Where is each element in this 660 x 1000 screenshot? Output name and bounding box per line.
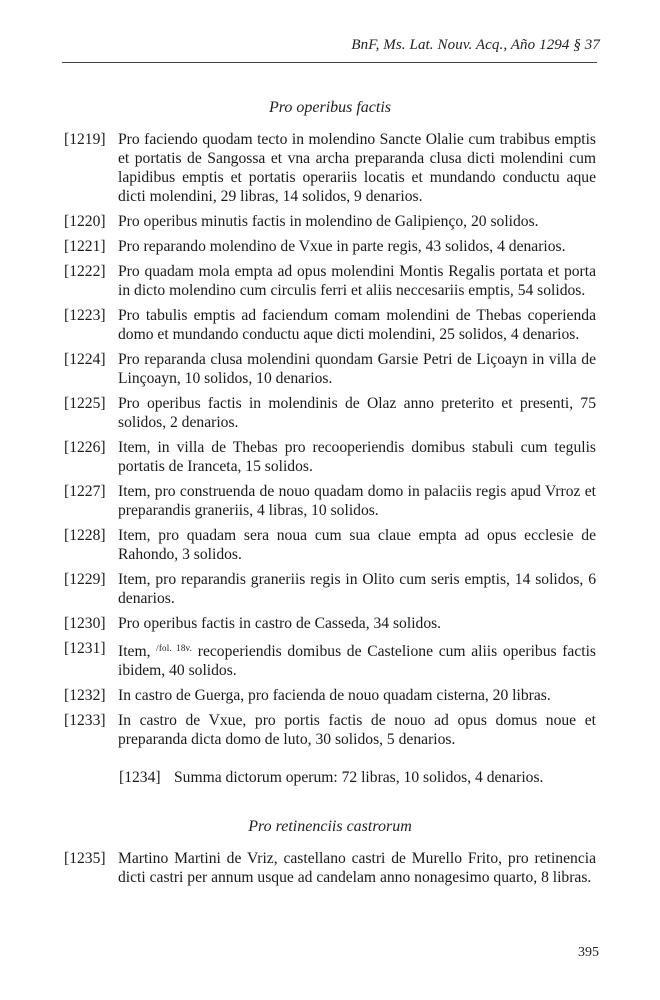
entry-1227 <box>64 482 596 520</box>
entry-1233 <box>64 711 596 749</box>
entry-text: Pro reparanda clusa molendini quondam Garsie Petri de Liçoayn in villa de Linçoayn, 10 solidos, 10 denarios. <box>118 351 596 387</box>
entry-text: Pro operibus factis in castro de Casseda, 34 solidos. <box>118 615 442 632</box>
folio-marker: /fol. 18v. <box>156 643 193 653</box>
entry-text: Martino Martini de Vriz, castellano castri de Murello Frito, pro retinencia dicti castri per annum usque ad candelam anno nonagesimo quarto, 8 libras. <box>118 850 596 886</box>
entry-1220 <box>64 212 596 231</box>
entry-number: [1230] <box>64 615 106 632</box>
entry-number: [1233] <box>64 712 106 729</box>
entry-1229 <box>64 570 596 608</box>
entry-text: Pro faciendo quodam tecto in molendino Sancte Olalie cum trabibus emptis et portatis de Sangossa et vna archa preparanda clusa dicti molendini cum lapidibus emptis et portatis operariis locatis et mundando conductu aque dicti molendini, 29 libras, 14 solidos, 9 denarios. <box>118 131 596 205</box>
entry-text: Pro tabulis emptis ad faciendum comam molendini de Thebas coperienda domo et mundando conductu aque dicti molendini, 25 solidos, 4 denarios. <box>118 307 596 343</box>
entry-1235 <box>64 849 596 887</box>
entry-number: [1234] <box>119 769 161 786</box>
entry-1231 <box>64 639 596 680</box>
entry-1223 <box>64 306 596 344</box>
section-title-retinenciis: Pro retinenciis castrorum <box>248 818 412 835</box>
entry-1230 <box>64 614 596 633</box>
entry-text: Item, pro reparandis graneriis regis in Olito cum seris emptis, 14 solidos, 6 denarios. <box>118 571 596 607</box>
page-number: 395 <box>578 945 599 960</box>
entry-number: [1228] <box>64 527 106 544</box>
entry-number: [1225] <box>64 395 106 412</box>
entry-1228 <box>64 526 596 564</box>
entry-number: [1223] <box>64 307 106 324</box>
entries-operibus <box>64 130 596 755</box>
entry-number: [1220] <box>64 213 106 230</box>
header-rule <box>62 62 597 63</box>
entry-number: [1231] <box>64 640 106 657</box>
entry-text: Pro operibus factis in molendinis de Olaz anno preterito et presenti, 75 solidos, 2 denarios. <box>118 395 596 431</box>
summa-1234 <box>119 768 599 787</box>
summa-text: Summa dictorum operum: 72 libras, 10 solidos, 4 denarios. <box>174 769 544 786</box>
running-head: BnF, Ms. Lat. Nouv. Acq., Año 1294 § 37 <box>351 37 600 53</box>
entry-number: [1219] <box>64 131 106 148</box>
entry-text: Pro operibus minutis factis in molendino de Galipienço, 20 solidos. <box>118 213 539 230</box>
entry-1222 <box>64 262 596 300</box>
entry-text-before: Item, <box>118 643 157 660</box>
entry-number: [1221] <box>64 238 106 255</box>
entry-text: In castro de Vxue, pro portis factis de nouo ad opus domus noue et preparanda dicta domo de luto, 30 solidos, 5 denarios. <box>118 712 596 748</box>
entry-text: Item, pro construenda de nouo quadam domo in palaciis regis apud Vrroz et preparandis graneriis, 4 libras, 10 solidos. <box>118 483 596 519</box>
entry-text: In castro de Guerga, pro facienda de nouo quadam cisterna, 20 libras. <box>118 687 551 704</box>
entry-1226 <box>64 438 596 476</box>
entry-number: [1235] <box>64 850 106 867</box>
entry-1232 <box>64 686 596 705</box>
entry-number: [1222] <box>64 263 106 280</box>
entry-number: [1227] <box>64 483 106 500</box>
entry-text: Pro reparando molendino de Vxue in parte regis, 43 solidos, 4 denarios. <box>118 238 566 255</box>
entry-text: Pro quadam mola empta ad opus molendini Montis Regalis portata et porta in dicto molendino cum circulis ferri et aliis neccesariis emptis, 54 solidos. <box>118 263 596 299</box>
entry-1224 <box>64 350 596 388</box>
entry-text: Item, pro quadam sera noua cum sua claue empta ad opus ecclesie de Rahondo, 3 solidos. <box>118 527 596 563</box>
section-title-operibus: Pro operibus factis <box>268 99 392 116</box>
entry-number: [1232] <box>64 687 106 704</box>
entry-number: [1229] <box>64 571 106 588</box>
entries-retinenciis <box>64 849 596 893</box>
entry-number: [1226] <box>64 439 106 456</box>
entry-number: [1224] <box>64 351 106 368</box>
entry-text-after: recoperiendis domibus de Castelione cum aliis operibus factis ibidem, 40 solidos. <box>118 643 597 679</box>
entry-1221 <box>64 237 596 256</box>
entry-text <box>118 639 596 680</box>
entry-text: Item, in villa de Thebas pro recooperiendis domibus stabuli cum tegulis portatis de Iranceta, 15 solidos. <box>118 439 596 475</box>
entry-1219 <box>64 130 596 206</box>
entry-1225 <box>64 394 596 432</box>
